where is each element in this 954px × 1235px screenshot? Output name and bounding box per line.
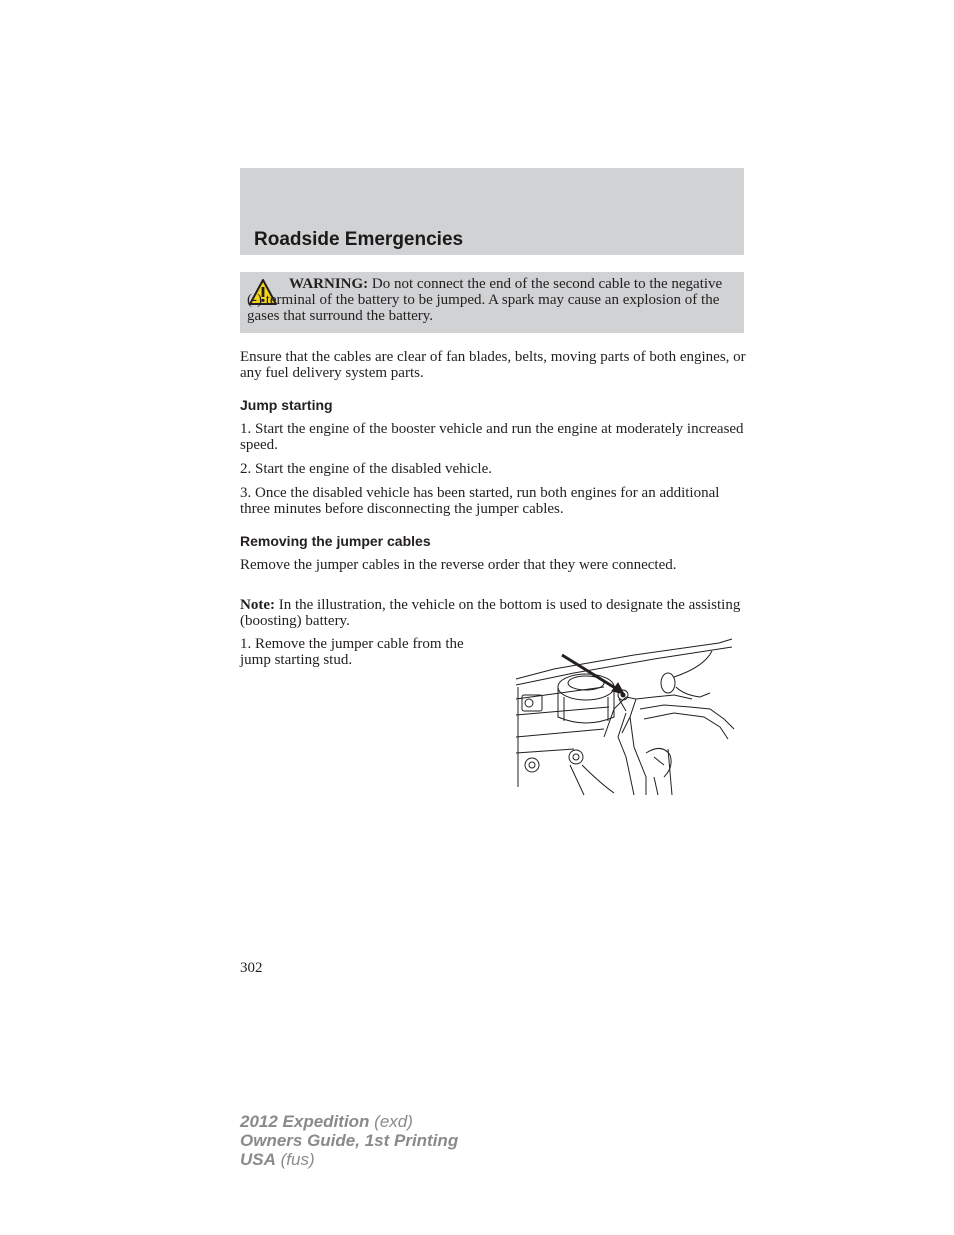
footer-market-code: (fus) bbox=[275, 1150, 315, 1169]
footer-model-code: (exd) bbox=[369, 1112, 413, 1131]
warning-label: WARNING: bbox=[289, 276, 369, 292]
warning-box bbox=[240, 272, 744, 333]
jump-step-2: 2. Start the engine of the disabled vehicle. bbox=[240, 461, 493, 477]
intro-paragraph: Ensure that the cables are clear of fan blades, belts, moving parts of both engines, or any fuel delivery system parts. bbox=[240, 349, 746, 381]
jump-step-1: 1. Start the engine of the booster vehicle and run the engine at moderately increased speed. bbox=[240, 421, 744, 453]
removing-paragraph: Remove the jumper cables in the reverse order that they were connected. bbox=[240, 557, 677, 573]
section-title: Roadside Emergencies bbox=[254, 229, 464, 250]
footer-printing: Owners Guide, 1st Printing bbox=[240, 1131, 459, 1150]
remove-step-1: 1. Remove the jumper cable from the jump starting stud. bbox=[240, 636, 464, 668]
page-number: 302 bbox=[240, 960, 263, 976]
removing-cables-heading: Removing the jumper cables bbox=[240, 533, 431, 549]
section-header-band bbox=[240, 168, 744, 255]
jump-step-3: 3. Once the disabled vehicle has been started, run both engines for an additional three minutes before disconnecting the jumper cables. bbox=[240, 485, 720, 517]
warning-message: Do not connect the end of the second cable to the negative (-) terminal of the battery to be jumped. A spark may cause an explosion of the gases that surround the battery. bbox=[247, 276, 723, 324]
note-paragraph bbox=[240, 597, 746, 629]
note-text: In the illustration, the vehicle on the bottom is used to designate the assisting (boosting) battery. bbox=[240, 597, 741, 629]
jump-starting-heading: Jump starting bbox=[240, 397, 333, 413]
engine-jump-stud-illustration bbox=[514, 637, 738, 797]
footer-model: 2012 Expedition bbox=[240, 1112, 370, 1131]
warning-text bbox=[247, 276, 737, 324]
footer-document-info bbox=[240, 1112, 458, 1169]
footer-market: USA bbox=[240, 1150, 276, 1169]
note-label: Note: bbox=[240, 597, 275, 613]
